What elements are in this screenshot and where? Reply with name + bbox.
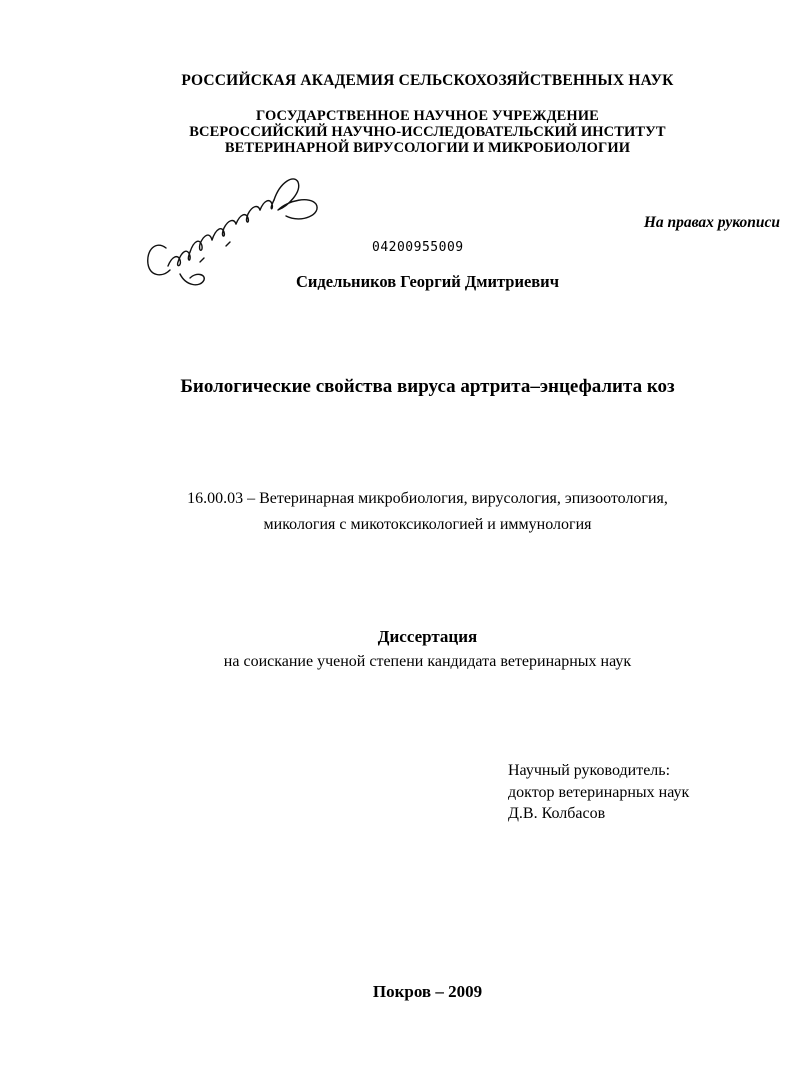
specialty-line-1: 16.00.03 – Ветеринарная микробиология, вирусология, эпизоотология, — [187, 490, 668, 507]
supervisor-degree: доктор ветеринарных наук — [508, 784, 690, 801]
document-type: Диссертация — [377, 627, 478, 646]
supervisor-label: Научный руководитель: — [508, 762, 671, 779]
place-and-year: Покров – 2009 — [372, 982, 483, 1001]
institution-line-3: ВЕТЕРИНАРНОЙ ВИРУСОЛОГИИ И МИКРОБИОЛОГИИ — [224, 140, 631, 156]
academy-name: РОССИЙСКАЯ АКАДЕМИЯ СЕЛЬСКОХОЗЯЙСТВЕННЫХ НАУК — [181, 72, 674, 89]
institution-line-2: ВСЕРОССИЙСКИЙ НАУЧНО-ИССЛЕДОВАТЕЛЬСКИЙ ИНСТИТУТ — [189, 124, 666, 140]
registration-number: 04200955009 — [372, 240, 464, 255]
degree-sought: на соискание ученой степени кандидата ветеринарных наук — [223, 653, 632, 670]
supervisor-name: Д.В. Колбасов — [508, 805, 606, 822]
author-name: Сидельников Георгий Дмитриевич — [295, 272, 559, 291]
manuscript-rights-note: На правах рукописи — [643, 214, 780, 231]
specialty-line-2: микология с микотоксикологией и иммунология — [263, 516, 592, 533]
institution-line-1: ГОСУДАРСТВЕННОЕ НАУЧНОЕ УЧРЕЖДЕНИЕ — [256, 108, 599, 124]
dissertation-title: Биологические свойства вируса артрита–энцефалита коз — [180, 376, 675, 397]
